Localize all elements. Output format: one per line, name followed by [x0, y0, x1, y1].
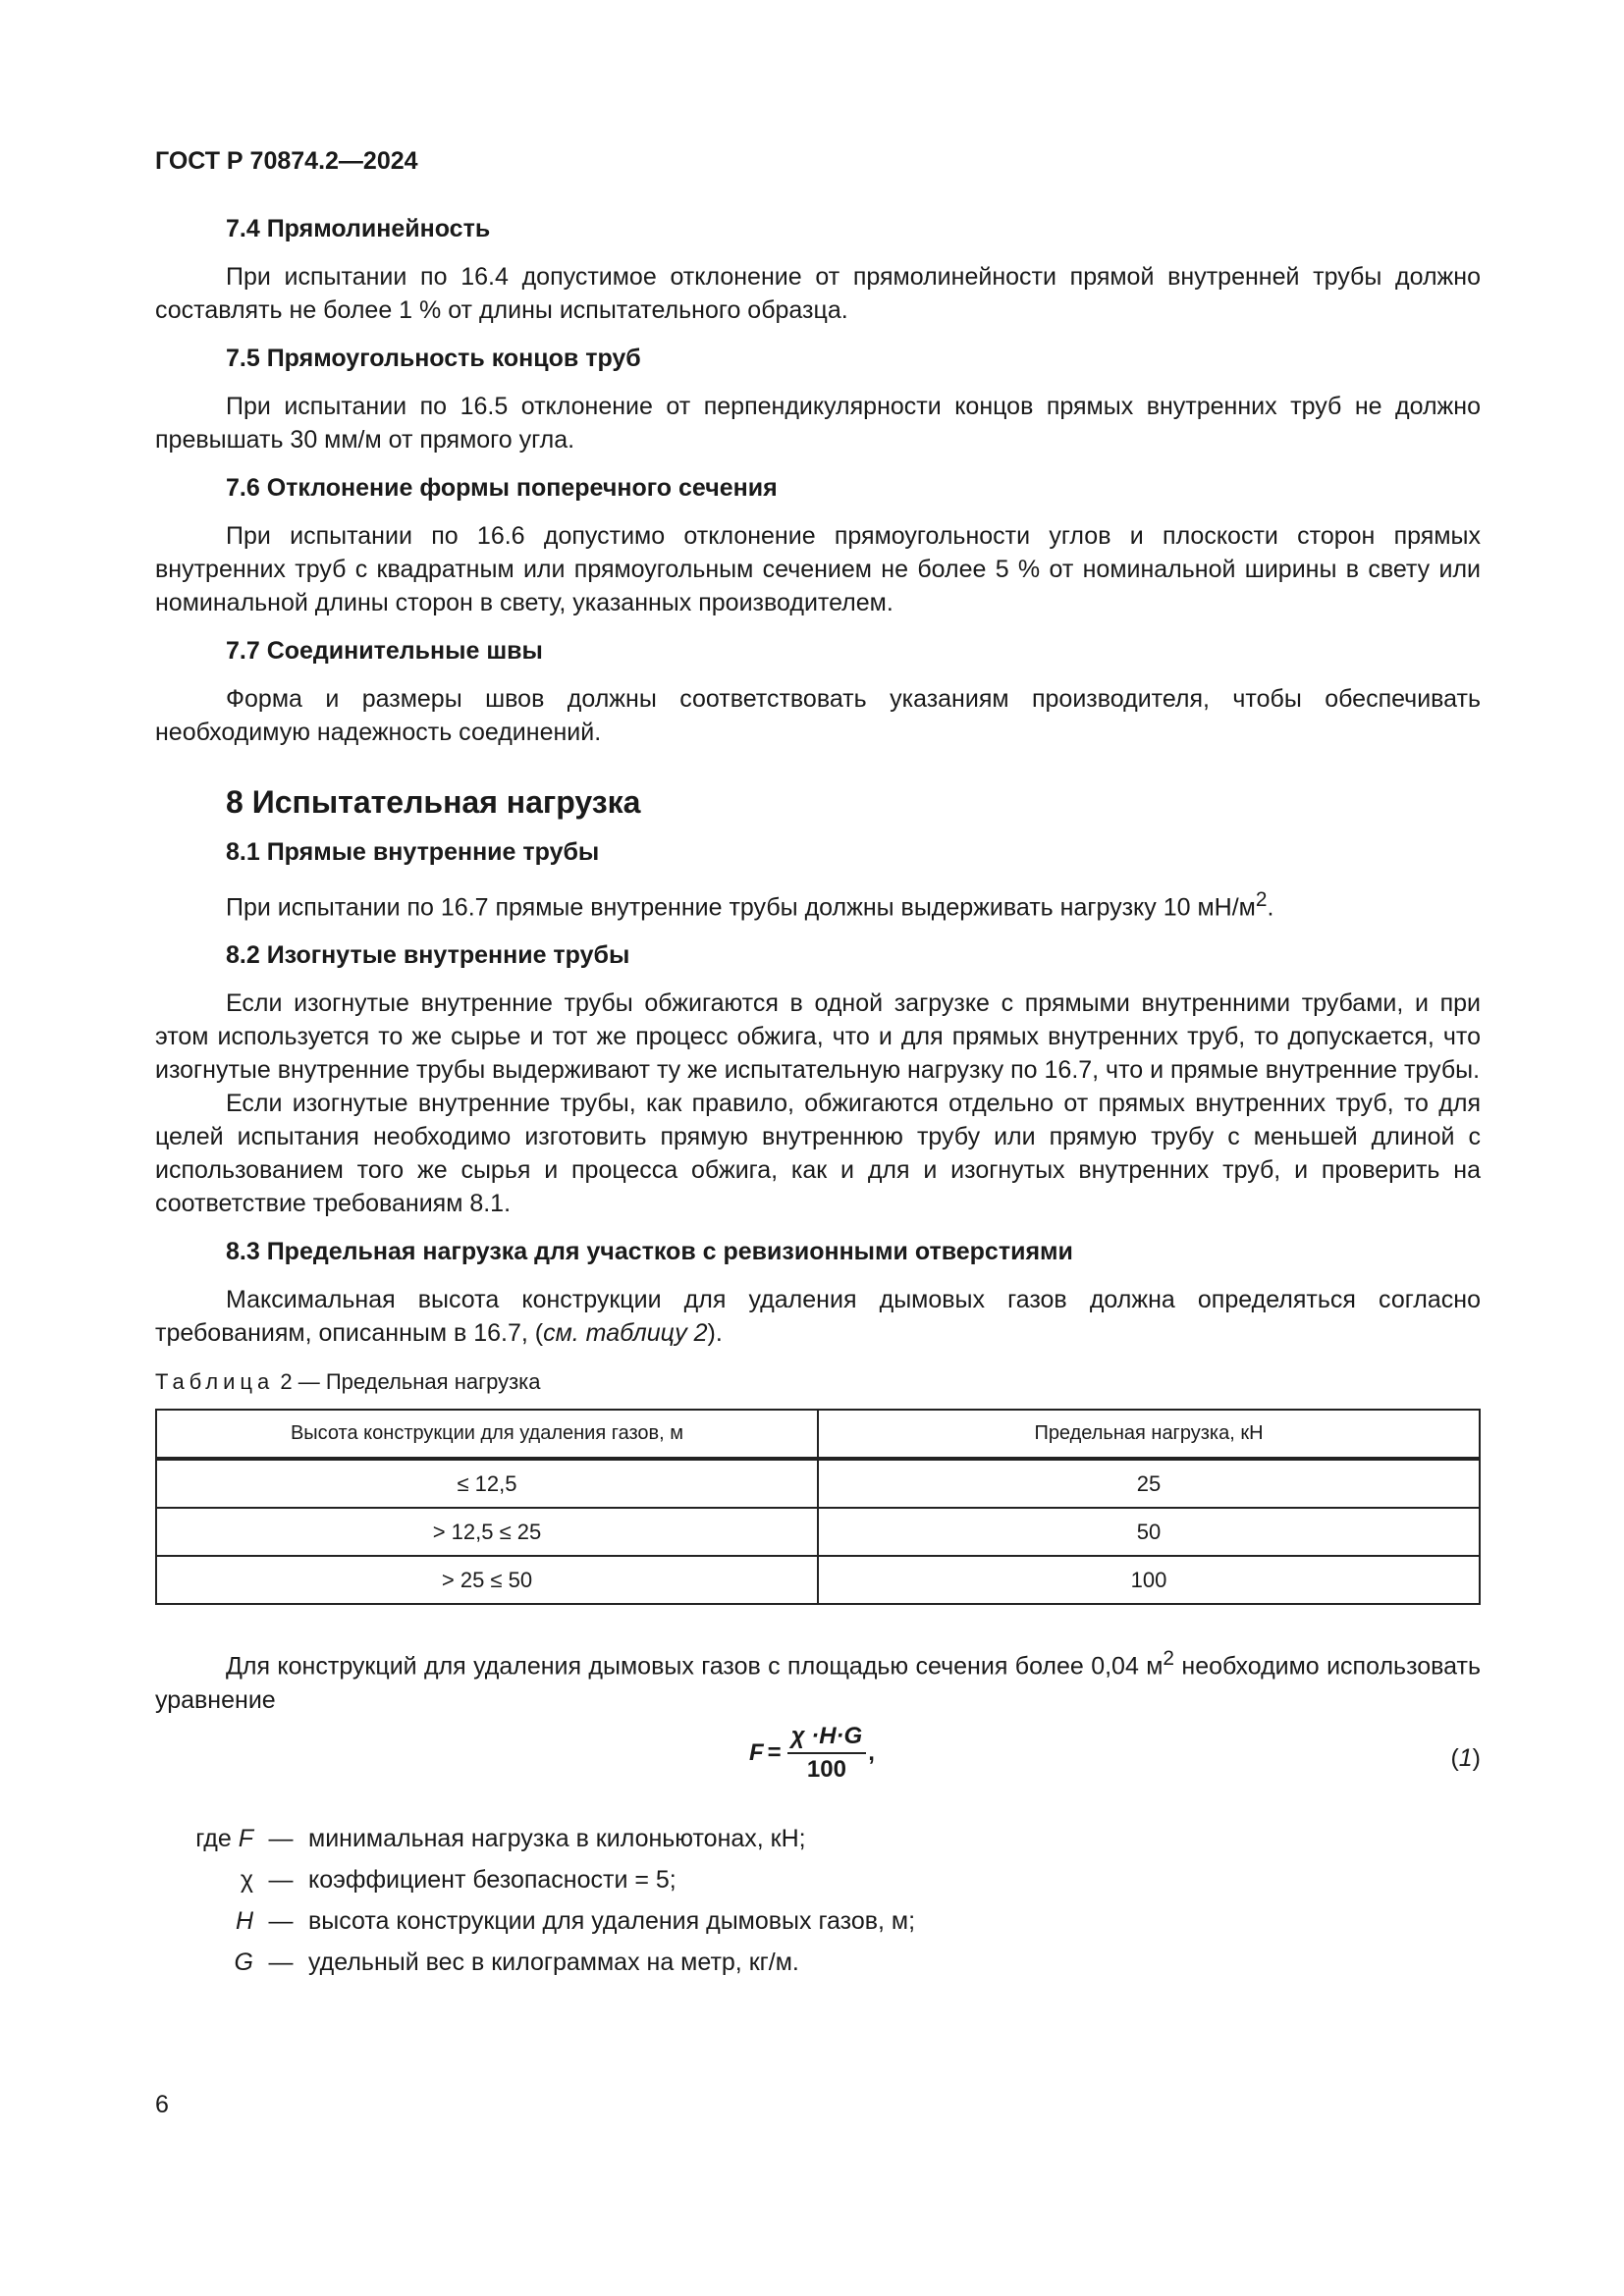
paragraph-after-table: [155, 1642, 1481, 1716]
superscript: 2: [1255, 888, 1268, 911]
paragraph-8-3: [155, 1283, 1481, 1350]
legend-definition: минимальная нагрузка в килоньютонах, кН;: [308, 1825, 806, 1853]
legend-dash: —: [268, 1866, 294, 1895]
paragraph-after-table-text: Для конструкций для удаления дымовых газов с площадью сечения более 0,04 м: [226, 1652, 1164, 1681]
table-header-cell: Предельная нагрузка, кН: [818, 1410, 1480, 1459]
paragraph-7-6: При испытании по 16.6 допустимо отклонение прямоугольности углов и плоскости сторон прямых внутренних труб с квадратным или прямоугольным сечением не более 5 % от номинальной ширины в свету или номинальной длины сторон в свету, указанных производителем.: [155, 522, 1481, 616]
table-header-row: [156, 1410, 1480, 1459]
legend-symbol: [155, 1907, 253, 1936]
legend-dash: —: [268, 1949, 294, 1977]
table-caption-word: Таблица: [155, 1369, 275, 1395]
formula-numerator: χ ·H·G: [787, 1723, 867, 1754]
table-cell: > 12,5 ≤ 25: [156, 1508, 818, 1556]
paragraph-8-1: [155, 883, 1481, 924]
table-cell: ≤ 12,5: [156, 1459, 818, 1508]
table-row: [156, 1508, 1480, 1556]
legend-symbol: [155, 1866, 253, 1895]
table-header-cell: Высота конструкции для удаления газов, м: [156, 1410, 818, 1459]
formula-fraction: [787, 1723, 867, 1784]
equation-number: [1450, 1744, 1481, 1773]
legend-symbol-text: G: [234, 1949, 253, 1977]
formula-lhs: F: [749, 1738, 764, 1766]
paragraph-7-7: Форма и размеры швов должны соответствовать указаниям производителя, чтобы обеспечивать необходимую надежность соединений.: [155, 685, 1481, 746]
paragraph-8-1-text: При испытании по 16.7 прямые внутренние трубы должны выдерживать нагрузку 10 мН/м: [226, 893, 1256, 922]
equation-number-close: ): [1472, 1743, 1481, 1772]
heading-7-5: 7.5 Прямоугольность концов труб: [226, 345, 641, 372]
legend-dash: —: [268, 1907, 294, 1936]
table-caption-title: 2 — Предельная нагрузка: [274, 1369, 541, 1395]
heading-8-2: 8.2 Изогнутые внутренние трубы: [226, 941, 630, 970]
heading-8: 8 Испытательная нагрузка: [226, 784, 641, 820]
legend-row: [155, 1819, 1481, 1860]
formula-equals: =: [767, 1738, 782, 1766]
legend-prefix: где: [195, 1825, 239, 1853]
heading-8-1: 8.1 Прямые внутренние трубы: [226, 838, 600, 866]
legend-definition: удельный вес в килограммах на метр, кг/м.: [308, 1949, 799, 1977]
paragraph-7-4: При испытании по 16.4 допустимое отклонение от прямолинейности прямой внутренней трубы должно составлять не более 1 % от длины испытательного образца.: [155, 263, 1481, 324]
formula-denominator: 100: [806, 1755, 846, 1783]
heading-7-6: 7.6 Отклонение формы поперечного сечения: [226, 474, 778, 502]
legend-row: [155, 1943, 1481, 1984]
table-cell: 25: [818, 1459, 1480, 1508]
formula-row: [155, 1723, 1481, 1795]
legend-symbol-text: H: [235, 1907, 253, 1936]
equation-number-open: (: [1450, 1743, 1459, 1772]
heading-7-7: 7.7 Соединительные швы: [226, 637, 543, 665]
legend-symbol-text: χ: [240, 1866, 253, 1895]
formula-comma: ,: [868, 1738, 875, 1766]
table-row: [156, 1556, 1480, 1604]
paragraph-8-3-text: Максимальная высота конструкции для удаления дымовых газов должна определяться согласно требованиям, описанным в 16.7, (: [155, 1286, 1481, 1348]
formula-legend: [155, 1819, 1481, 1984]
paragraph-8-2-1: Если изогнутые внутренние трубы обжигаются в одной загрузке с прямыми внутренними трубами, и при этом используется то же сырье и тот же процесс обжига, что и для прямых внутренних труб, то допускается, что изогнутые внутренние трубы выдерживают ту же испытательную нагрузку по 16.7, что и прямые внутренние трубы.: [155, 989, 1481, 1085]
table-cell: > 25 ≤ 50: [156, 1556, 818, 1604]
legend-dash: —: [268, 1825, 294, 1853]
paragraph-8-3-tail: ).: [707, 1319, 723, 1348]
table-row: [156, 1459, 1480, 1508]
legend-definition: коэффициент безопасности = 5;: [308, 1866, 677, 1895]
table-cell: 50: [818, 1508, 1480, 1556]
paragraph-7-5: При испытании по 16.5 отклонение от перпендикулярности концов прямых внутренних труб не должно превышать 30 мм/м от прямого угла.: [155, 393, 1481, 454]
legend-row: [155, 1860, 1481, 1901]
table-reference: см. таблицу 2: [543, 1319, 708, 1348]
legend-definition: высота конструкции для удаления дымовых газов, м;: [308, 1907, 916, 1936]
legend-row: [155, 1901, 1481, 1943]
heading-7-4: 7.4 Прямолинейность: [226, 215, 491, 242]
legend-symbol: [155, 1949, 253, 1977]
formula: [749, 1723, 875, 1784]
paragraph-after-table-tail: необходимо использовать уравнение: [155, 1652, 1481, 1714]
paragraph-8-1-tail: .: [1267, 893, 1274, 922]
heading-8-3: 8.3 Предельная нагрузка для участков с ревизионными отверстиями: [226, 1238, 1073, 1266]
load-table: [155, 1409, 1481, 1605]
table-cell: 100: [818, 1556, 1480, 1604]
superscript: 2: [1163, 1647, 1175, 1671]
document-code: ГОСТ Р 70874.2—2024: [155, 147, 418, 175]
document-page: [155, 147, 1481, 1984]
legend-symbol-text: F: [238, 1825, 253, 1853]
equation-number-value: 1: [1458, 1743, 1473, 1772]
page-number: 6: [155, 2091, 169, 2118]
paragraph-8-2-2: Если изогнутые внутренние трубы, как правило, обжигаются отдельно от прямых внутренних труб, то для целей испытания необходимо изготовить прямую внутреннюю трубу или прямую трубу с меньшей длиной с использованием того же сырья и процесса обжига, как и для и изогнутых внутренних труб, и проверить на соответствие требованиям 8.1.: [155, 1090, 1481, 1218]
legend-symbol: [155, 1825, 253, 1853]
table-caption: [155, 1369, 1481, 1395]
